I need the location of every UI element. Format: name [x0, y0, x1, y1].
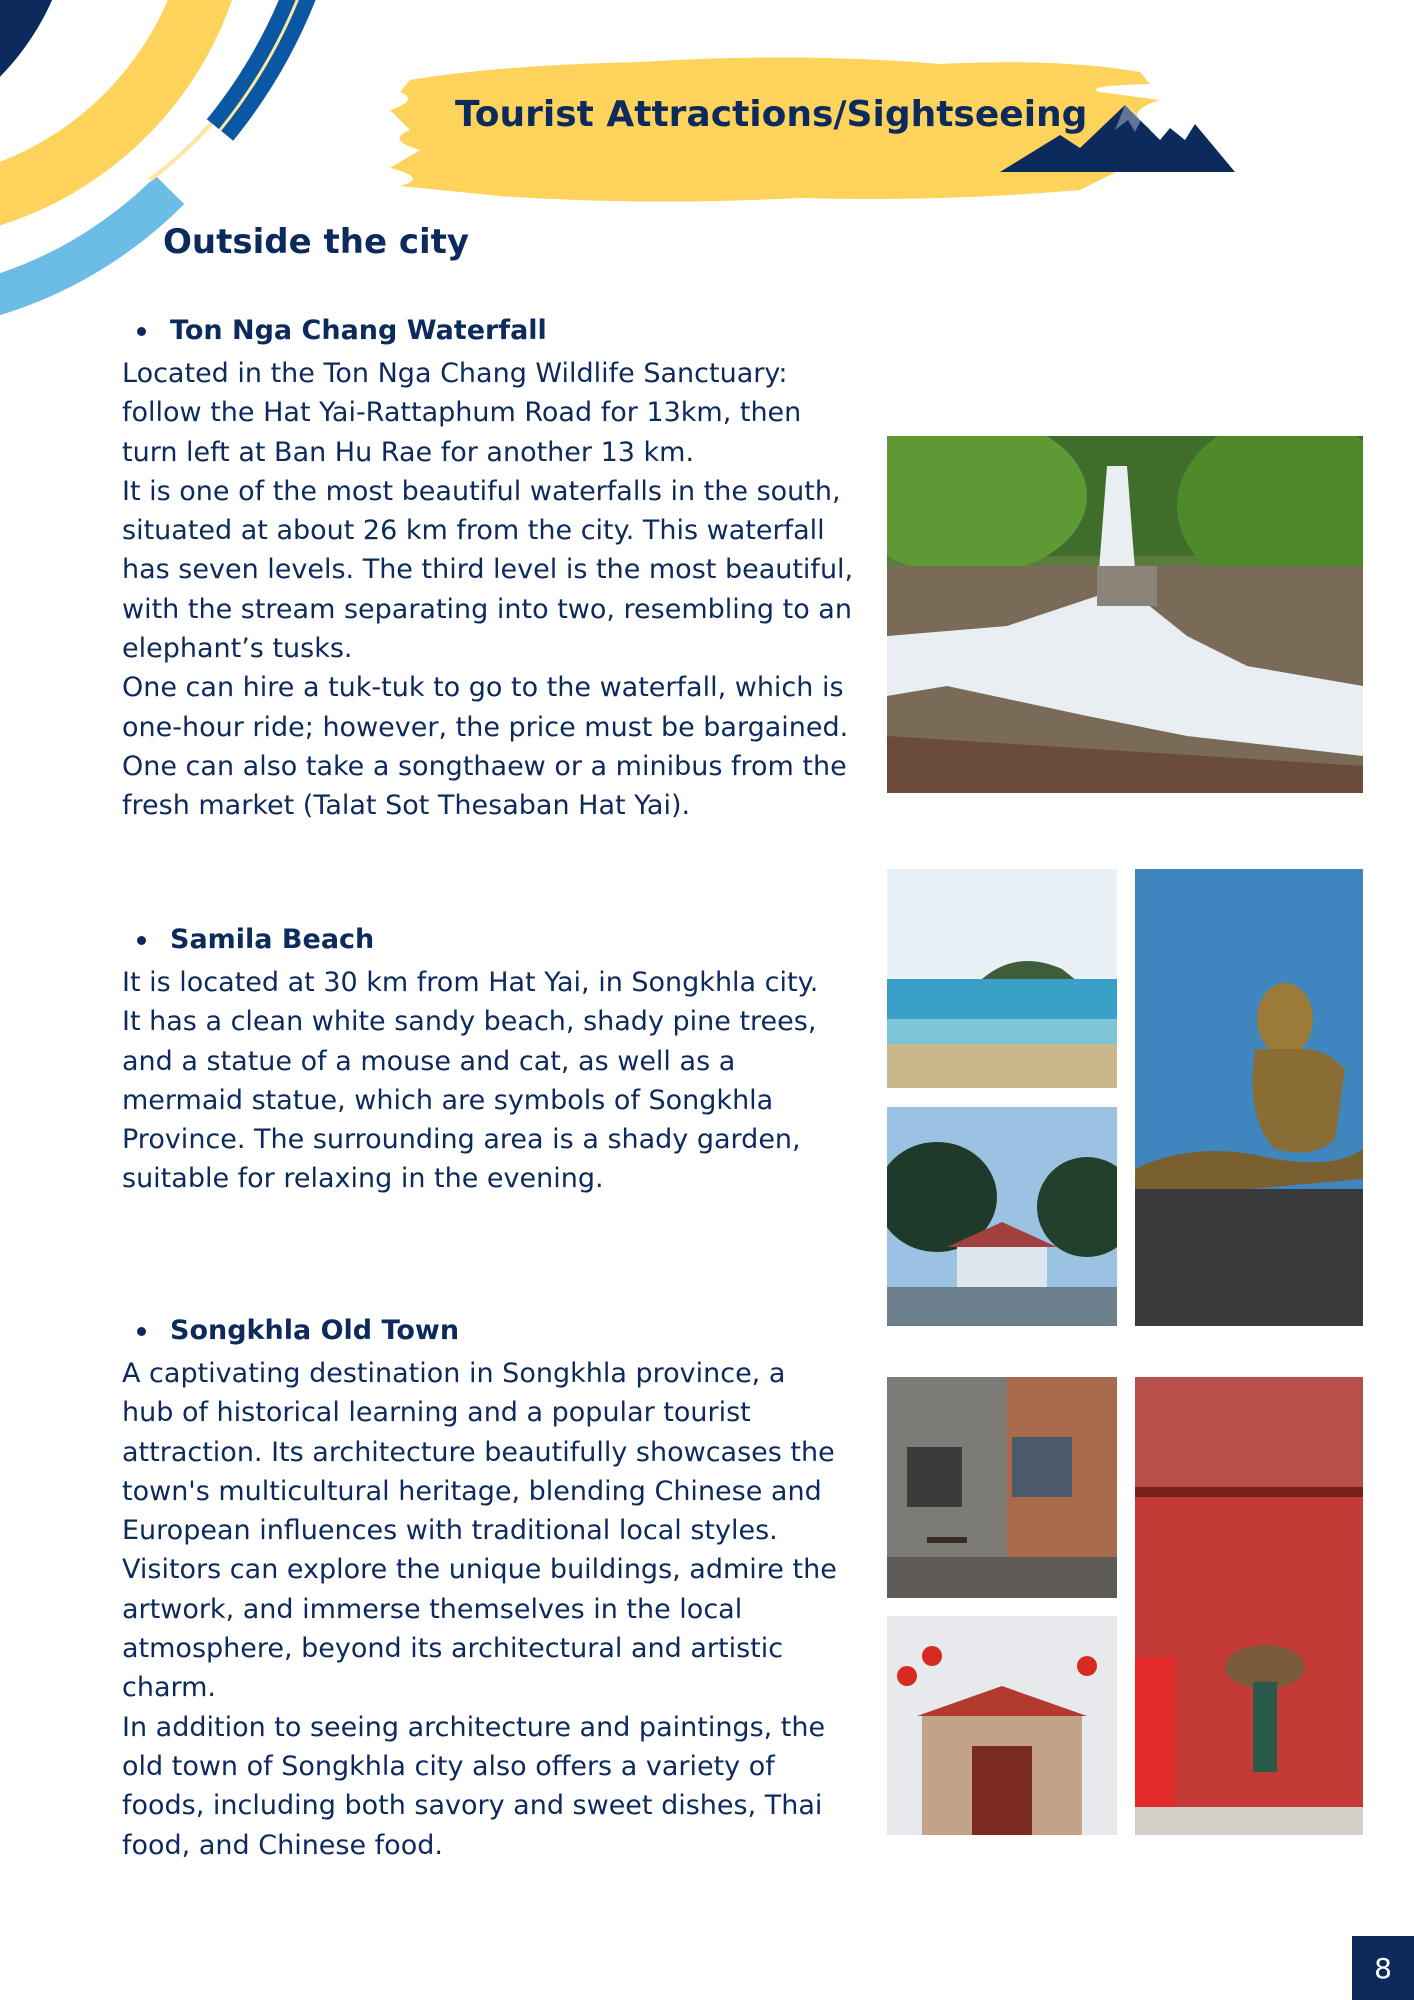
waterfall-photo	[887, 436, 1363, 793]
decorative-arcs	[0, 0, 420, 340]
attraction-paragraph: In addition to seeing architecture and paintings, the old town of Songkhla city also offers a variety of foods, including both savory and sweet dishes, Thai food, and Chinese food.	[122, 1711, 826, 1861]
bullet-icon	[137, 1327, 146, 1336]
attraction-samila-beach	[122, 921, 862, 1199]
page-number: 8	[1352, 1936, 1414, 2000]
page-title: Tourist Attractions/Sightseeing	[455, 94, 1088, 135]
red-wall-statue-photo	[1135, 1377, 1363, 1835]
attraction-paragraph: It is one of the most beautiful waterfalls in the south, situated at about 26 km from the city. This waterfall has seven levels. The third level is the most beautiful, with the stream separating into two, resembling to an elephant’s tusks.	[122, 475, 854, 665]
bullet-icon	[137, 327, 146, 336]
attraction-title: Samila Beach	[122, 921, 862, 959]
attraction-paragraph: It is located at 30 km from Hat Yai, in Songkhla city. It has a clean white sandy beach, shady pine trees, and a statue of a mouse and cat, as well as a mermaid statue, which are symbols of Songkhla Province. The surrounding area is a shady garden, suitable for relaxing in the evening.	[122, 967, 819, 1195]
beach-pavilion-photo	[887, 1107, 1117, 1326]
attraction-paragraph: A captivating destination in Songkhla province, a hub of historical learning and a popular tourist attraction. Its architecture beautifully showcases the town's multicultural heritage, blending Chinese and European influences with traditional local styles. Visitors can explore the unique buildings, admire the artwork, and immerse themselves in the local atmosphere, beyond its architectural and artistic charm.	[122, 1358, 837, 1704]
attraction-songkhla-old-town	[122, 1312, 862, 1865]
attraction-title: Songkhla Old Town	[122, 1312, 862, 1350]
attraction-ton-nga-chang	[122, 312, 862, 826]
attraction-title: Ton Nga Chang Waterfall	[122, 312, 862, 350]
mermaid-statue-photo	[1135, 869, 1363, 1326]
section-heading: Outside the city	[163, 222, 470, 262]
street-art-photo	[887, 1377, 1117, 1598]
attraction-paragraph: One can hire a tuk-tuk to go to the waterfall, which is one-hour ride; however, the price must be bargained. One can also take a songthaew or a minibus from the fresh market (Talat Sot Thesaban Hat Yai).	[122, 672, 849, 822]
attraction-paragraph: Located in the Ton Nga Chang Wildlife Sanctuary: follow the Hat Yai-Rattaphum Road for 13km, then turn left at Ban Hu Rae for another 13 km.	[122, 358, 802, 468]
beach-island-photo	[887, 869, 1117, 1088]
chinese-shrine-photo	[887, 1616, 1117, 1835]
bullet-icon	[137, 936, 146, 945]
